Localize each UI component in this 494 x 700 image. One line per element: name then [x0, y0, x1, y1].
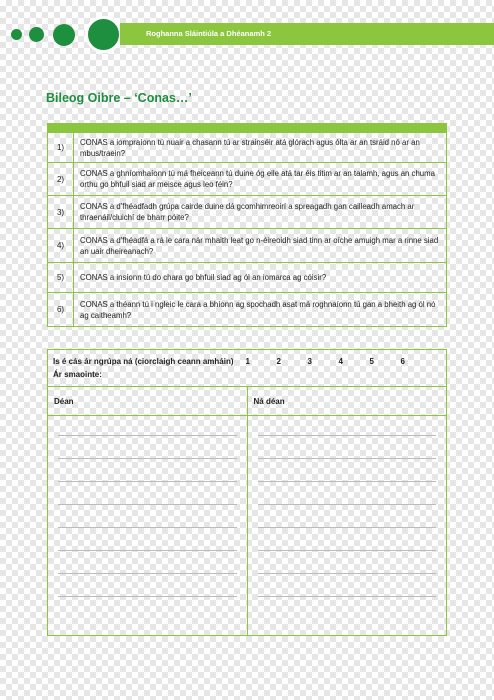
case-option[interactable]: 5 — [369, 357, 374, 366]
question-text: CONAS a iompraíonn tú nuair a chasann tú ar strainséir atá glórach agus ólta ar an tsráid nó ar an mbus/traein? — [80, 137, 420, 158]
question-number: 3) — [48, 196, 74, 228]
question-number: 5) — [48, 263, 74, 292]
case-option[interactable]: 3 — [307, 357, 312, 366]
header-dot-small — [11, 29, 22, 40]
question-row — [48, 292, 446, 326]
header-title: Roghanna Sláintiúla a Dhéanamh 2 — [146, 29, 272, 38]
dont-heading: Ná déan — [248, 387, 447, 416]
case-option[interactable]: 6 — [400, 357, 405, 366]
question-text: CONAS a d'fhéadfá a rá le cara nár mhaith leat go n-éireoidh siad tinn ar oíche amuigh mar a rinne siad an uair dheireanach? — [80, 235, 439, 256]
do-column — [48, 387, 248, 635]
do-writing-lines[interactable] — [58, 435, 237, 619]
question-row — [48, 132, 446, 162]
case-option[interactable]: 4 — [338, 357, 343, 366]
do-dont-columns — [48, 387, 446, 635]
dont-writing-lines[interactable] — [258, 435, 437, 619]
question-row — [48, 228, 446, 262]
question-text: CONAS a insíonn tú do chara go bhfuil siad ag ól an iomarca ag cóisir? — [80, 273, 327, 282]
question-number: 6) — [48, 293, 74, 326]
question-number: 2) — [48, 163, 74, 195]
question-number: 1) — [48, 133, 74, 162]
question-row — [48, 195, 446, 228]
questions-table — [47, 123, 447, 327]
question-text: CONAS a théann tú i ngleic le cara a bhíonn ag spochadh asat má roghnaíonn tú gan a bheith ag ól nó ag caitheamh? — [80, 299, 436, 320]
do-heading: Déan — [48, 387, 247, 416]
group-case-line — [53, 355, 441, 368]
header-bar — [120, 23, 494, 45]
case-options — [246, 357, 432, 366]
question-row — [48, 162, 446, 195]
header-dot-medium — [29, 27, 44, 42]
dont-column — [248, 387, 447, 635]
question-number: 4) — [48, 229, 74, 262]
question-text: CONAS a ghníomhaíonn tú má fheiceann tú duine óg eile atá tar éis titim ar an talamh, agus an chuma orthu go bhfuil siad ar meisce agus leo féin? — [80, 169, 435, 189]
table-header-band — [48, 124, 446, 132]
case-option[interactable]: 2 — [276, 357, 281, 366]
group-case-prompt: Is é cás ár ngrúpa ná (ciorclaigh ceann amháin) — [53, 357, 234, 366]
thoughts-label: Ár smaointe: — [53, 370, 102, 379]
response-header — [48, 350, 446, 387]
header-dot-large — [53, 24, 75, 46]
header-dot-xlarge — [85, 16, 122, 53]
question-text: CONAS a d'fhéadfadh grúpa cairde duine dá gcomhimreoirí a spreagadh gan cailleadh amach ar thraenáil/cluichí de bharr póite? — [80, 202, 415, 222]
response-section — [47, 349, 447, 636]
page-title: Bileog Oibre – ‘Conas…’ — [46, 91, 192, 105]
case-option[interactable]: 1 — [245, 357, 250, 366]
question-row — [48, 262, 446, 292]
